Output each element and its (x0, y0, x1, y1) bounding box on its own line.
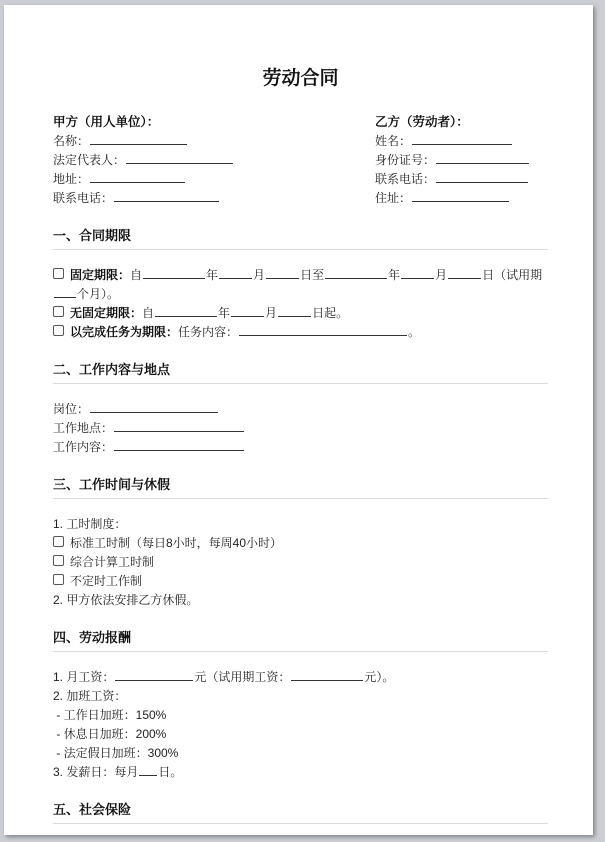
line-text: 年 (388, 268, 401, 282)
party-b-block (375, 113, 548, 208)
fill-in-blank[interactable] (239, 323, 407, 336)
field-line (375, 132, 548, 151)
form-line (53, 419, 548, 438)
line-text: 无固定期限： (70, 306, 143, 320)
fill-in-blank[interactable] (219, 266, 252, 279)
fill-in-blank[interactable] (114, 189, 219, 202)
field-line (53, 170, 375, 189)
line-text: 工作内容： (53, 440, 114, 454)
checkbox-icon[interactable] (53, 555, 64, 566)
line-text: 工作地点： (53, 421, 114, 435)
section-body (53, 668, 548, 782)
form-line (53, 725, 548, 744)
line-text: 3. 发薪日：每月 (53, 765, 139, 779)
fill-in-blank[interactable] (291, 668, 363, 681)
section-body (53, 266, 548, 342)
checkbox-icon[interactable] (53, 306, 64, 317)
checkbox-icon[interactable] (53, 268, 64, 279)
party-heading: 乙方（劳动者）： (375, 115, 469, 129)
line-text: 年 (218, 306, 231, 320)
fill-in-blank[interactable] (448, 266, 481, 279)
line-text: - 休息日加班：200% (53, 727, 167, 741)
line-text: 月 (435, 268, 448, 282)
parties-row (53, 113, 548, 208)
section (53, 800, 548, 824)
field-line (375, 189, 548, 208)
contract-title: 劳动合同 (262, 68, 339, 89)
fill-in-blank[interactable] (126, 151, 233, 164)
form-line (53, 763, 548, 782)
line-text: 以完成任务为期限： (70, 325, 179, 339)
section-body (53, 515, 548, 610)
fill-in-blank[interactable] (401, 266, 434, 279)
field-label: 法定代表人： (53, 153, 126, 167)
section-heading: 五、社会保险 (53, 800, 548, 824)
line-text: 岗位： (53, 402, 90, 416)
form-line (53, 572, 548, 591)
fill-in-blank[interactable] (325, 266, 387, 279)
line-text: 1. 月工资： (53, 670, 115, 684)
section (53, 628, 548, 782)
line-text: 日（试用期 (482, 268, 543, 282)
field-line (375, 170, 548, 189)
fill-in-blank[interactable] (139, 763, 157, 776)
line-text: 2. 甲方依法安排乙方休假。 (53, 593, 199, 607)
fill-in-blank[interactable] (266, 266, 299, 279)
line-text: 不定时工作制 (70, 574, 143, 588)
section-body (53, 400, 548, 457)
form-line (53, 438, 548, 457)
line-text: 年 (206, 268, 219, 282)
form-line (53, 304, 548, 323)
line-text: 自 (130, 268, 143, 282)
section (53, 360, 548, 457)
field-line (375, 151, 548, 170)
field-label: 地址： (53, 172, 90, 186)
line-text: 个月）。 (77, 287, 120, 301)
section (53, 475, 548, 610)
fill-in-blank[interactable] (115, 668, 193, 681)
line-text: 元）。 (364, 670, 395, 684)
checkbox-icon[interactable] (53, 325, 64, 336)
party-a-block (53, 113, 375, 208)
document-page (4, 5, 593, 835)
section-heading: 三、工作时间与休假 (53, 475, 548, 499)
checkbox-icon[interactable] (53, 574, 64, 585)
form-line (53, 668, 548, 687)
fill-in-blank[interactable] (90, 132, 187, 145)
field-label: 名称： (53, 134, 90, 148)
line-text: 日。 (158, 765, 183, 779)
field-label: 联系电话： (375, 172, 436, 186)
form-line (53, 266, 548, 285)
line-text: 。 (408, 325, 421, 339)
field-line (53, 132, 375, 151)
section-heading: 四、劳动报酬 (53, 628, 548, 652)
form-line (53, 591, 548, 610)
fill-in-blank[interactable] (54, 285, 76, 298)
field-label: 住址： (375, 191, 412, 205)
section-heading: 一、合同期限 (53, 226, 548, 250)
form-line (53, 285, 548, 304)
section (53, 226, 548, 342)
fill-in-blank[interactable] (412, 189, 509, 202)
party-heading: 甲方（用人单位）： (53, 115, 160, 129)
line-text: - 法定假日加班：300% (53, 746, 179, 760)
field-label: 姓名： (375, 134, 412, 148)
form-line (53, 706, 548, 725)
fill-in-blank[interactable] (436, 170, 528, 183)
line-text: 元（试用期工资： (194, 670, 291, 684)
fill-in-blank[interactable] (412, 132, 512, 145)
form-line (53, 534, 548, 553)
form-line (53, 323, 548, 342)
field-label: 联系电话： (53, 191, 114, 205)
line-text: 月 (265, 306, 278, 320)
line-text: 标准工时制（每日8小时，每周40小时） (70, 536, 283, 550)
field-line (53, 151, 375, 170)
fill-in-blank[interactable] (114, 438, 244, 451)
fill-in-blank[interactable] (155, 304, 217, 317)
fill-in-blank[interactable] (90, 170, 185, 183)
fill-in-blank[interactable] (436, 151, 529, 164)
form-line (53, 400, 548, 419)
form-line (53, 744, 548, 763)
line-text: 1. 工时制度： (53, 517, 127, 531)
checkbox-icon[interactable] (53, 536, 64, 547)
fill-in-blank[interactable] (143, 266, 205, 279)
line-text: 月 (253, 268, 266, 282)
fill-in-blank[interactable] (90, 400, 218, 413)
fill-in-blank[interactable] (114, 419, 244, 432)
sections (53, 226, 548, 824)
line-text: 固定期限： (70, 268, 131, 282)
line-text: 自 (142, 306, 155, 320)
field-label: 身份证号： (375, 153, 436, 167)
form-line (53, 515, 548, 534)
form-line (53, 687, 548, 706)
line-text: 任务内容： (178, 325, 239, 339)
field-line (53, 189, 375, 208)
line-text: 2. 加班工资： (53, 689, 127, 703)
line-text: 综合计算工时制 (70, 555, 155, 569)
line-text: 日起。 (312, 306, 349, 320)
line-text: - 工作日加班：150% (53, 708, 167, 722)
fill-in-blank[interactable] (231, 304, 264, 317)
line-text: 日至 (300, 268, 325, 282)
form-line (53, 553, 548, 572)
section-heading: 二、工作内容与地点 (53, 360, 548, 384)
fill-in-blank[interactable] (278, 304, 311, 317)
